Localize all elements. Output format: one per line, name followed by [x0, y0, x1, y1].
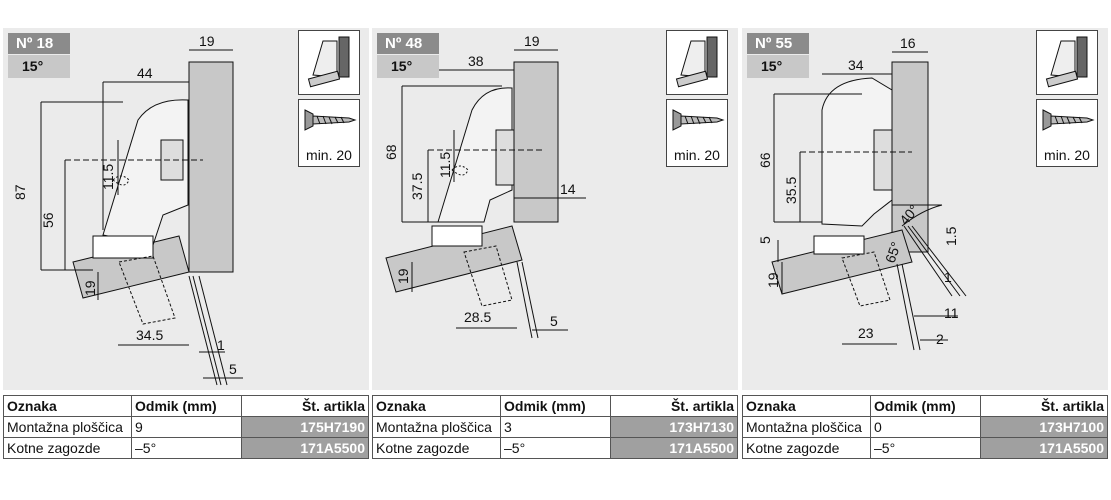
table-row: [4, 438, 369, 459]
dim-label: 1: [944, 269, 952, 285]
angle-badge: 15°: [377, 55, 439, 78]
table-header-row: [373, 396, 738, 417]
table-cell: 0: [871, 417, 981, 438]
dim-label: 11.5: [437, 151, 453, 178]
table-cell: Montažna ploščica: [743, 417, 871, 438]
screw-icon-box: [298, 99, 360, 167]
table-header-cell: Oznaka: [743, 396, 871, 417]
table-cell: Kotne zagozde: [743, 438, 871, 459]
dim-label: 35.5: [783, 176, 799, 204]
table-cell: 3: [501, 417, 611, 438]
article-number: 171A5500: [611, 438, 738, 459]
dim-label: 14: [560, 181, 576, 197]
article-number: 171A5500: [981, 438, 1108, 459]
table-row: [743, 417, 1108, 438]
table-header-row: [4, 396, 369, 417]
article-number: 173H7100: [981, 417, 1108, 438]
dim-label: 23: [858, 325, 874, 341]
mounting-clip-icon: [666, 30, 728, 95]
screw-length-label: min. 20: [1044, 147, 1090, 163]
table-cell: Kotne zagozde: [373, 438, 501, 459]
dim-label: 5: [550, 313, 558, 329]
screw-length-label: min. 20: [674, 147, 720, 163]
hinge-cup: [93, 236, 153, 258]
model-number-badge: Nº 48: [377, 33, 439, 54]
hinge-cup: [814, 236, 864, 254]
spec-table: [3, 395, 369, 459]
table-cell: 9: [132, 417, 242, 438]
table-header-cell: Odmik (mm): [132, 396, 242, 417]
hinge-cup: [432, 226, 482, 246]
dim-label: 19: [199, 33, 215, 49]
dim-label: 44: [137, 65, 153, 81]
table-cell: Montažna ploščica: [373, 417, 501, 438]
dim-label: 16: [900, 35, 916, 51]
table-header-cell: Št. artikla: [981, 396, 1108, 417]
dim-label: 65°: [881, 239, 905, 266]
cabinet-side: [189, 62, 233, 272]
table-header-cell: Odmik (mm): [871, 396, 981, 417]
panel-no-48: [372, 0, 738, 470]
model-number-badge: Nº 55: [747, 33, 809, 54]
dim-label: 56: [40, 212, 56, 228]
table-cell: –5°: [132, 438, 242, 459]
screw-icon: [667, 100, 727, 140]
table-header-cell: Oznaka: [373, 396, 501, 417]
dim-label: 19: [524, 33, 540, 49]
angle-badge: 15°: [8, 55, 70, 78]
table-row: [4, 417, 369, 438]
screw-length-label: min. 20: [306, 147, 352, 163]
dim-label: 1.5: [943, 226, 959, 246]
table-cell: –5°: [871, 438, 981, 459]
dim-label: 5: [757, 236, 773, 244]
panel-no-55: [742, 0, 1108, 470]
spec-table: [742, 395, 1108, 459]
dim-label: 37.5: [409, 172, 425, 200]
dim-label: 11.5: [100, 163, 116, 190]
dim-label: 5: [229, 361, 237, 377]
table-row: [373, 438, 738, 459]
dim-label: 66: [757, 152, 773, 168]
table-header-cell: Oznaka: [4, 396, 132, 417]
dim-label: 19: [395, 268, 411, 284]
article-number: 171A5500: [242, 438, 369, 459]
table-header-cell: Odmik (mm): [501, 396, 611, 417]
dim-label: 40°: [896, 201, 922, 228]
dim-label: 68: [383, 144, 399, 160]
dim-label: 34.5: [136, 327, 164, 343]
table-header-cell: Št. artikla: [242, 396, 369, 417]
table-row: [373, 417, 738, 438]
table-header-row: [743, 396, 1108, 417]
angle-badge: 15°: [747, 55, 809, 78]
dim-label: 1: [217, 337, 225, 353]
screw-icon-box: [666, 99, 728, 167]
dim-label: 34: [848, 57, 864, 73]
table-cell: Montažna ploščica: [4, 417, 132, 438]
dim-label: 2: [936, 331, 944, 347]
panel-no-18: [3, 0, 369, 470]
mounting-clip-icon: [1036, 30, 1098, 95]
model-number-badge: Nº 18: [8, 33, 70, 54]
table-cell: –5°: [501, 438, 611, 459]
table-cell: Kotne zagozde: [4, 438, 132, 459]
mounting-clip-icon: [298, 30, 360, 95]
dim-label: 38: [468, 53, 484, 69]
dim-label: 11: [944, 305, 959, 321]
article-number: 173H7130: [611, 417, 738, 438]
spec-table: [372, 395, 738, 459]
screw-icon: [299, 100, 359, 140]
screw-icon-box: [1036, 99, 1098, 167]
table-row: [743, 438, 1108, 459]
table-header-cell: Št. artikla: [611, 396, 738, 417]
dim-label: 19: [765, 272, 781, 288]
dim-label: 28.5: [464, 309, 492, 325]
article-number: 175H7190: [242, 417, 369, 438]
dim-label: 19: [82, 280, 98, 296]
screw-icon: [1037, 100, 1097, 140]
dim-label: 87: [12, 184, 28, 200]
